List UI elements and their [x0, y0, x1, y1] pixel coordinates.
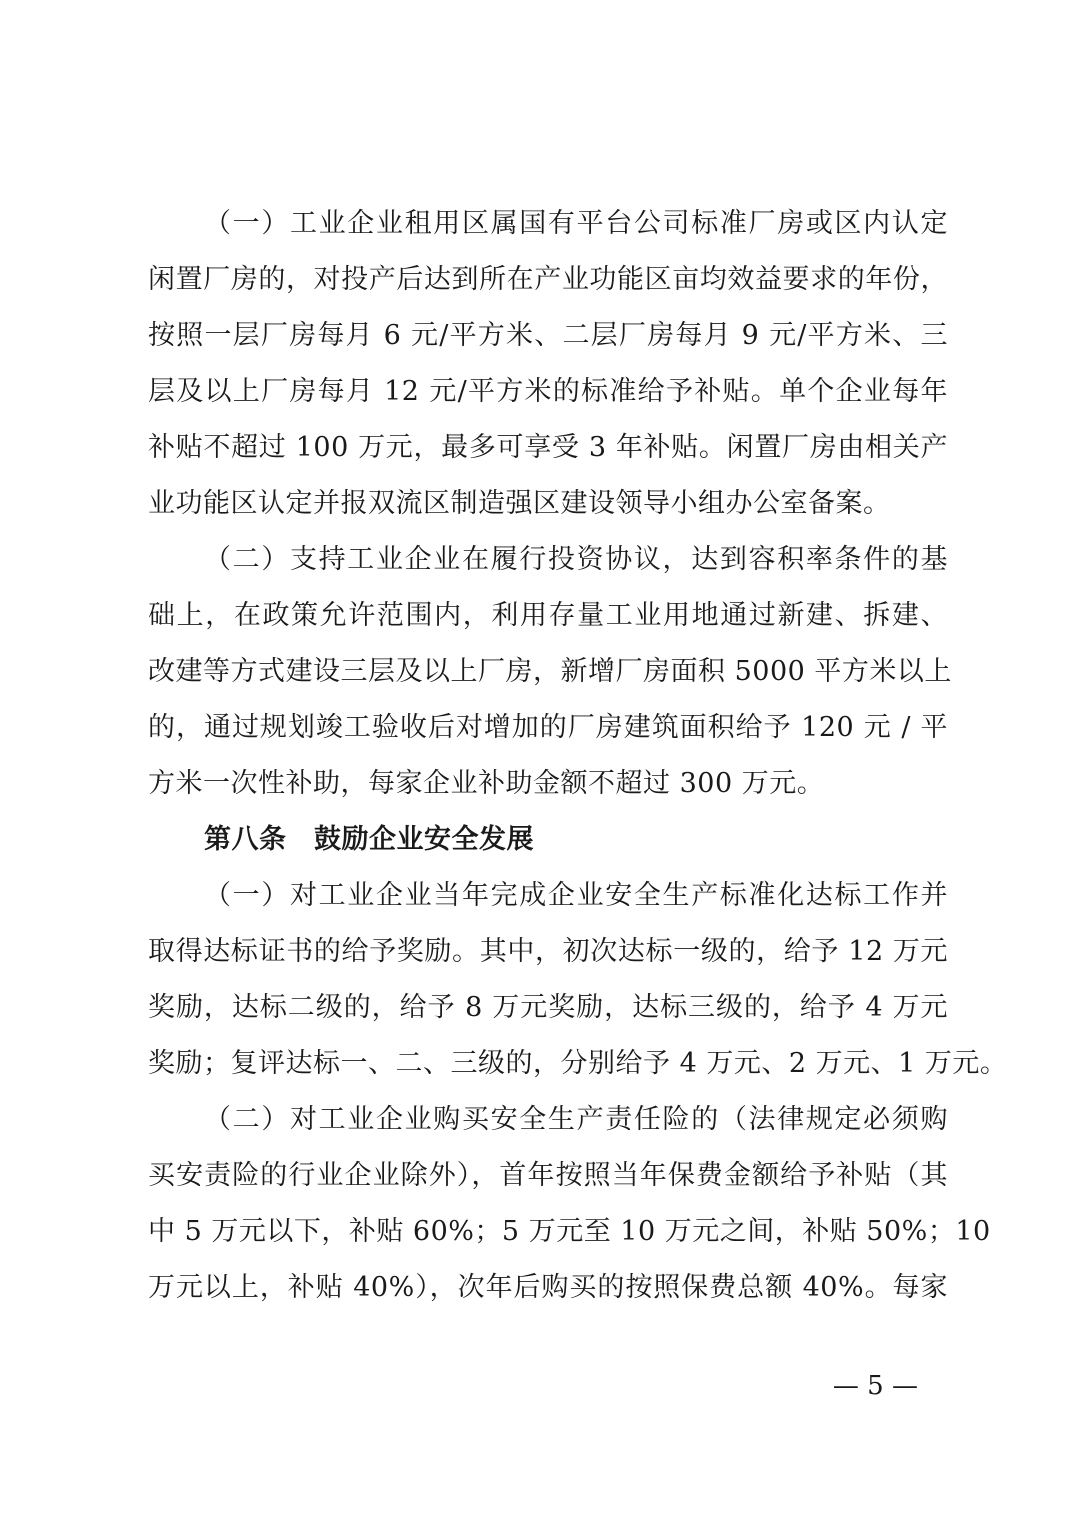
text-line: （一）工业企业租用区属国有平台公司标准厂房或区内认定 [204, 208, 948, 239]
document-body [148, 196, 1008, 1316]
text-line: 改建等方式建设三层及以上厂房，新增厂房面积 5000 平方米以上 [148, 656, 952, 687]
page-number: — 5 — [832, 1371, 918, 1401]
text-line: 取得达标证书的给予奖励。其中，初次达标一级的，给予 12 万元 [148, 936, 948, 967]
text-line: 业功能区认定并报双流区制造强区建设领导小组办公室备案。 [148, 488, 891, 519]
text-line: 按照一层厂房每月 6 元/平方米、二层厂房每月 9 元/平方米、三 [148, 320, 948, 351]
article-heading: 第八条 鼓励企业安全发展 [204, 824, 534, 855]
text-line: 闲置厂房的，对投产后达到所在产业功能区亩均效益要求的年份， [148, 264, 948, 295]
text-line: 补贴不超过 100 万元，最多可享受 3 年补贴。闲置厂房由相关产 [148, 432, 948, 463]
text-line: （二）对工业企业购买安全生产责任险的（法律规定必须购 [204, 1104, 948, 1135]
text-line: 奖励；复评达标一、二、三级的，分别给予 4 万元、2 万元、1 万元。 [148, 1048, 1008, 1079]
text-line: （二）支持工业企业在履行投资协议，达到容积率条件的基 [204, 544, 948, 575]
text-line: 奖励，达标二级的，给予 8 万元奖励，达标三级的，给予 4 万元 [148, 992, 948, 1023]
text-line: 层及以上厂房每月 12 元/平方米的标准给予补贴。单个企业每年 [148, 376, 948, 407]
text-line: 的，通过规划竣工验收后对增加的厂房建筑面积给予 120 元 / 平 [148, 712, 948, 743]
text-line: （一）对工业企业当年完成企业安全生产标准化达标工作并 [204, 880, 948, 911]
text-line: 万元以上，补贴 40%），次年后购买的按照保费总额 40%。每家 [148, 1272, 948, 1303]
text-line: 买安责险的行业企业除外），首年按照当年保费金额给予补贴（其 [148, 1160, 948, 1191]
text-line: 础上，在政策允许范围内，利用存量工业用地通过新建、拆建、 [148, 600, 948, 631]
text-line: 方米一次性补助，每家企业补助金额不超过 300 万元。 [148, 768, 825, 799]
text-line: 中 5 万元以下，补贴 60%；5 万元至 10 万元之间，补贴 50%；10 [148, 1216, 991, 1247]
